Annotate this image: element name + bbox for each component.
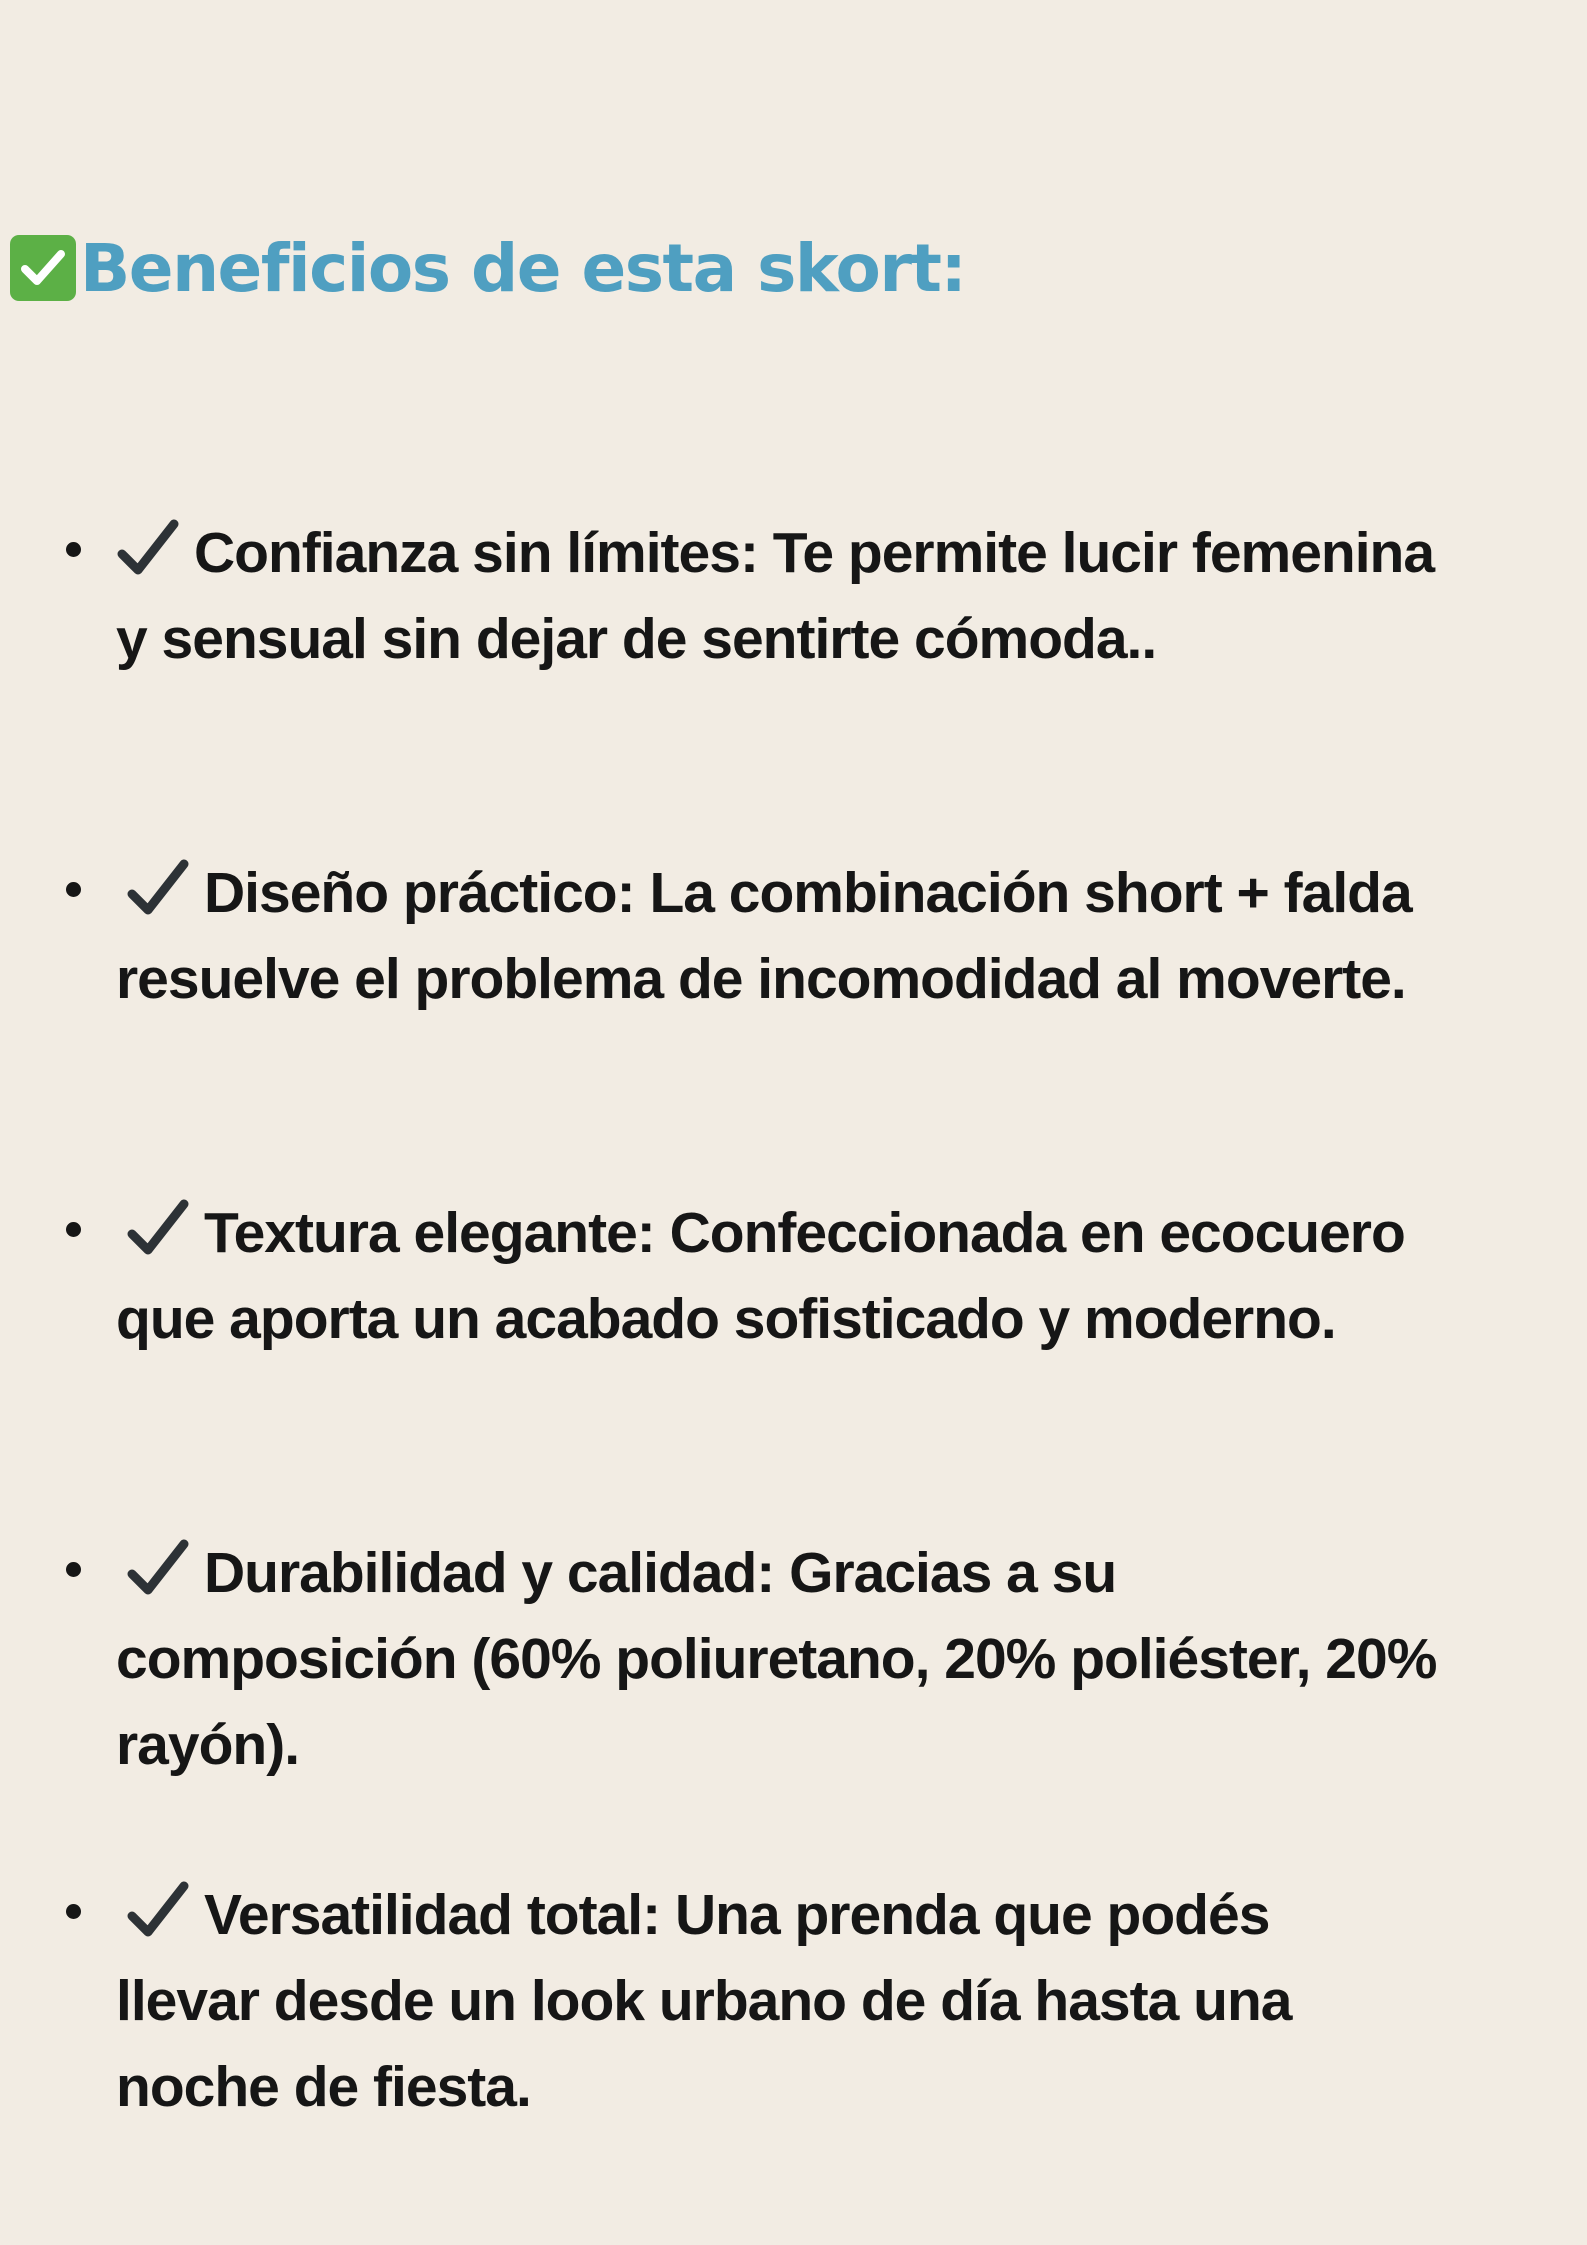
benefit-item [66,1872,1566,2130]
benefit-title: Diseño práctico: [204,861,635,925]
benefits-heading [10,228,965,308]
benefit-line [116,1872,1566,1958]
benefit-description: Una prenda que podés [674,1883,1270,1947]
benefit-text [116,1872,1566,2130]
heavy-check-mark-icon [126,1538,190,1600]
benefit-title: Confianza sin límites: [194,521,758,585]
benefit-line: noche de fiesta. [116,2055,531,2119]
heading-text: Beneficios de esta skort: [80,229,966,307]
benefit-description: Confeccionada en ecocuero [669,1201,1405,1265]
benefit-item [66,510,1566,682]
heavy-check-mark-icon [126,1880,190,1942]
benefit-line: y sensual sin dejar de sentirte cómoda.. [116,607,1157,671]
benefit-line: que aporta un acabado sofisticado y moderno. [116,1287,1336,1351]
benefit-line [116,1190,1566,1276]
bullet-dot [66,882,81,897]
benefit-description: La combinación short + falda [649,861,1412,925]
bullet-dot [66,542,81,557]
benefit-text [116,1190,1566,1362]
benefit-line: llevar desde un look urbano de día hasta una [116,1969,1292,2033]
benefit-text [116,850,1566,1022]
benefit-description: Te permite lucir femenina [772,521,1435,585]
benefit-text [116,1530,1566,1788]
bullet-dot [66,1562,81,1577]
benefit-description: Gracias a su [789,1541,1117,1605]
bullet-dot [66,1222,81,1237]
heavy-check-mark-icon [126,858,190,920]
benefit-item [66,850,1566,1022]
benefit-line [116,1530,1566,1616]
benefit-line: rayón). [116,1713,300,1777]
benefit-text [116,510,1566,682]
benefit-line [116,850,1566,936]
heavy-check-mark-icon [116,518,180,580]
check-mark-button-icon [10,235,76,301]
benefit-title: Versatilidad total: [204,1883,661,1947]
benefit-item [66,1530,1566,1788]
benefit-title: Textura elegante: [204,1201,655,1265]
heavy-check-mark-icon [126,1198,190,1260]
benefit-title: Durabilidad y calidad: [204,1541,775,1605]
bullet-dot [66,1904,81,1919]
benefit-line: composición (60% poliuretano, 20% poliéster, 20% [116,1627,1437,1691]
benefit-item [66,1190,1566,1362]
benefit-line: resuelve el problema de incomodidad al moverte. [116,947,1406,1011]
benefit-line [116,510,1566,596]
